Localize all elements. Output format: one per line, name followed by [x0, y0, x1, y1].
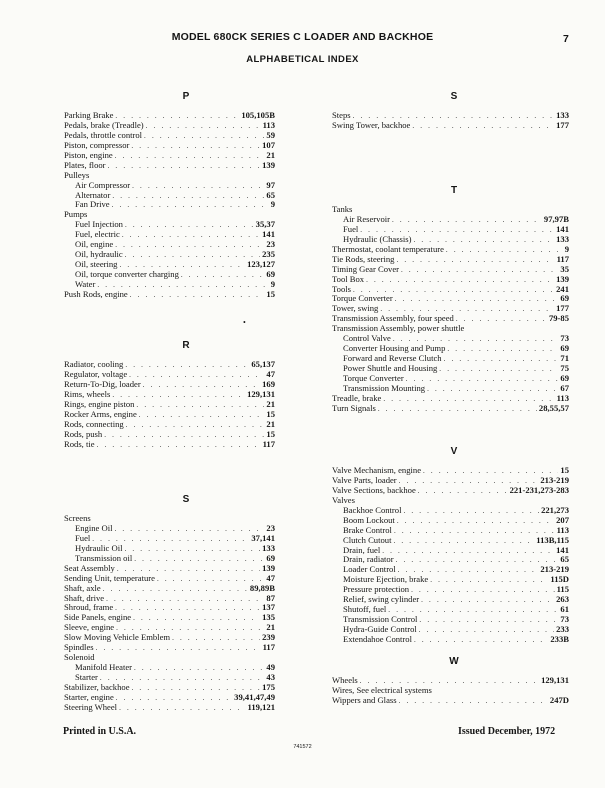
leader-dots: [133, 614, 260, 624]
index-entry: [64, 270, 275, 280]
leader-dots: [382, 547, 554, 557]
entry-page: 59: [266, 129, 275, 140]
entry-label: Plates, floor: [64, 159, 106, 170]
index-entry: [332, 635, 569, 645]
entry-label: Fuel: [343, 223, 359, 234]
entry-label: Timing Gear Cover: [332, 263, 399, 274]
entry-label: Tower, swing: [332, 303, 379, 314]
entry-label: Transmission oil: [75, 552, 133, 563]
entry-label: Starter: [75, 672, 98, 682]
entry-page: 43: [266, 672, 275, 682]
entry-label: Solenoid: [64, 652, 95, 663]
entry-page: 35: [560, 263, 569, 274]
entry-page: 65: [560, 554, 569, 565]
entry-page: 169: [262, 378, 275, 389]
leader-dots: [378, 405, 537, 415]
entry-page: 15: [266, 428, 275, 439]
entry-page: 47: [266, 368, 275, 379]
entry-page: 23: [266, 522, 275, 533]
leader-dots: [411, 586, 554, 596]
stray-mark: •: [243, 318, 246, 327]
entry-page: 133: [262, 542, 275, 553]
entry-label: Power Shuttle and Housing: [343, 363, 438, 373]
index-entry: [332, 121, 569, 131]
entry-label: Air Reservoir: [343, 213, 391, 224]
leader-dots: [447, 345, 558, 355]
entry-label: Piston, engine: [64, 149, 113, 160]
entry-label: Pressure protection: [343, 584, 410, 595]
leader-dots: [103, 585, 248, 595]
index-entry: [64, 643, 275, 653]
entry-page: 177: [556, 119, 569, 130]
entry-page: 97,97B: [543, 213, 569, 224]
entry-label: Water: [75, 278, 96, 289]
entry-label: Fuel: [75, 532, 91, 543]
entry-label: Drain, radiator: [343, 554, 394, 565]
entry-page: 139: [262, 562, 275, 573]
entry-label: Clutch Cutout: [343, 534, 392, 545]
document-code: 741572: [293, 744, 312, 750]
entry-label: Converter Housing and Pump: [343, 343, 446, 354]
entry-page: 69: [266, 269, 275, 279]
leader-dots: [108, 162, 261, 172]
entry-page: 239: [262, 632, 275, 643]
leader-dots: [126, 421, 265, 431]
entry-page: 21: [266, 622, 275, 633]
entry-page: 123,127: [247, 259, 275, 270]
index-entry: [332, 404, 569, 414]
entry-page: 129,131: [541, 675, 569, 685]
entry-label: Pedals, throttle control: [64, 129, 143, 140]
leader-dots: [115, 604, 260, 614]
leader-dots: [395, 295, 559, 305]
entry-page: 69: [560, 293, 569, 304]
index-entry: [64, 290, 275, 300]
entry-page: 23: [266, 239, 275, 250]
entry-label: Spindles: [64, 642, 94, 653]
entry-page: 115: [556, 584, 569, 595]
entry-label: Stabilizer, backhoe: [64, 681, 130, 692]
entry-label: Steering Wheel: [64, 701, 118, 712]
index-section-v: [332, 466, 569, 645]
section-letter-v: V: [450, 446, 458, 457]
leader-dots: [401, 266, 558, 276]
leader-dots: [146, 122, 261, 132]
leader-dots: [393, 537, 534, 547]
entry-page: 21: [266, 398, 275, 409]
entry-page: 28,55,57: [538, 402, 569, 413]
entry-label: Turn Signals: [332, 402, 376, 413]
section-letter-s-left: S: [182, 494, 190, 505]
entry-label: Screens: [64, 513, 91, 523]
leader-dots: [396, 256, 554, 266]
leader-dots: [130, 291, 265, 301]
entry-label: Rings, engine piston: [64, 398, 135, 409]
index-entry: [332, 696, 569, 706]
leader-dots: [399, 697, 548, 707]
leader-dots: [157, 575, 264, 585]
entry-page: 141: [556, 223, 569, 234]
entry-label: Steps: [332, 110, 351, 120]
leader-dots: [96, 644, 261, 654]
entry-page: 71: [560, 353, 569, 364]
index-section-s-left: [64, 514, 275, 713]
entry-label: Drain, fuel: [343, 544, 381, 555]
entry-label: Oil, steering: [75, 259, 118, 270]
entry-page: 233B: [550, 633, 569, 644]
entry-label: Swing Tower, backhoe: [332, 119, 411, 130]
leader-dots: [139, 411, 265, 421]
issued-date: Issued December, 1972: [458, 726, 556, 737]
leader-dots: [427, 385, 558, 395]
entry-page: 15: [560, 465, 569, 475]
entry-page: 89,89B: [249, 582, 275, 593]
leader-dots: [129, 371, 264, 381]
section-letter-t: T: [450, 185, 458, 196]
leader-dots: [392, 216, 542, 226]
entry-page: 113: [556, 392, 569, 403]
entry-label: Pedals, brake (Treadle): [64, 119, 144, 130]
entry-page: 105,105B: [241, 110, 275, 120]
leader-dots: [383, 395, 554, 405]
entry-label: Shaft, axle: [64, 582, 101, 593]
entry-label: Transmission Mounting: [343, 382, 426, 393]
entry-page: 75: [560, 363, 569, 373]
leader-dots: [397, 517, 554, 527]
entry-page: 235: [262, 249, 275, 260]
entry-page: 133: [556, 110, 569, 120]
entry-page: 207: [556, 514, 569, 525]
entry-page: 213-219: [540, 474, 569, 485]
leader-dots: [115, 241, 264, 251]
entry-page: 113: [262, 119, 275, 130]
index-entry: [64, 633, 275, 643]
entry-label: Wippers and Glass: [332, 694, 397, 705]
entry-page: 141: [262, 229, 275, 240]
entry-label: Tools: [332, 283, 351, 294]
entry-label: Fuel Injection: [75, 219, 123, 230]
entry-label: Transmission Assembly, four speed: [332, 313, 454, 324]
leader-dots: [125, 251, 260, 261]
entry-page: 133: [556, 233, 569, 244]
entry-page: 61: [560, 604, 569, 615]
section-letter-s-right: S: [450, 91, 458, 102]
index-entry: [64, 440, 275, 450]
leader-dots: [414, 636, 548, 646]
entry-page: 79-85: [548, 313, 569, 324]
entry-page: 117: [262, 438, 275, 449]
leader-dots: [421, 596, 554, 606]
entry-label: Oil, engine: [75, 239, 114, 250]
entry-page: 247D: [549, 694, 569, 705]
entry-page: 39,41,47,49: [234, 691, 275, 702]
entry-page: 233: [556, 624, 569, 634]
entry-label: Torque Converter: [343, 372, 404, 383]
index-entry: [64, 703, 275, 713]
leader-dots: [430, 576, 548, 586]
entry-page: 129,131: [247, 388, 275, 399]
leader-dots: [132, 182, 264, 192]
entry-label: Return-To-Dig, loader: [64, 378, 141, 389]
entry-label: Transmission Assembly, power shuttle: [332, 323, 465, 334]
entry-page: 73: [560, 614, 569, 625]
leader-dots: [97, 441, 261, 451]
leader-dots: [134, 664, 264, 674]
leader-dots: [456, 315, 547, 325]
entry-label: Starter, engine: [64, 691, 114, 702]
entry-page: 35,37: [255, 219, 275, 230]
entry-label: Pulleys: [64, 169, 90, 180]
index-entry: [332, 536, 569, 546]
entry-label: Parking Brake: [64, 110, 114, 120]
index-entry: [332, 275, 569, 285]
entry-label: Forward and Reverse Clutch: [343, 353, 442, 364]
entry-page: 177: [556, 303, 569, 314]
entry-page: 9: [564, 243, 569, 254]
index-entry: [332, 486, 569, 496]
entry-label: Alternator: [75, 189, 111, 200]
entry-label: Boom Lockout: [343, 514, 395, 525]
entry-label: Piston, compressor: [64, 139, 130, 150]
leader-dots: [125, 221, 254, 231]
entry-label: Rods, connecting: [64, 418, 124, 429]
index-section-p: [64, 111, 275, 300]
leader-dots: [136, 401, 264, 411]
entry-label: Brake Control: [343, 524, 392, 535]
leader-dots: [122, 231, 260, 241]
leader-dots: [444, 355, 559, 365]
entry-page: 139: [556, 273, 569, 284]
entry-page: 21: [266, 418, 275, 429]
leader-dots: [116, 694, 232, 704]
leader-dots: [419, 626, 554, 636]
entry-label: Radiator, cooling: [64, 359, 124, 369]
section-letter-p: P: [182, 91, 190, 102]
entry-label: Seat Assembly: [64, 562, 115, 573]
entry-label: Regulator, voltage: [64, 368, 128, 379]
entry-page: 119,121: [247, 701, 275, 712]
leader-dots: [446, 246, 563, 256]
entry-label: Rocker Arms, engine: [64, 408, 137, 419]
entry-label: Valve Parts, loader: [332, 474, 397, 485]
index-entry: [64, 430, 275, 440]
entry-label: Treadle, brake: [332, 392, 382, 403]
leader-dots: [125, 545, 261, 555]
leader-dots: [419, 616, 558, 626]
leader-dots: [403, 507, 539, 517]
entry-page: 21: [266, 149, 275, 160]
index-entry: [64, 584, 275, 594]
entry-label: Valve Mechanism, engine: [332, 465, 422, 475]
entry-page: 49: [266, 662, 275, 673]
entry-label: Valves: [332, 494, 355, 505]
entry-page: 15: [266, 408, 275, 419]
entry-label: Sending Unit, temperature: [64, 572, 155, 583]
entry-label: Wheels: [332, 675, 358, 685]
entry-label: Loader Control: [343, 564, 396, 575]
entry-label: Control Valve: [343, 333, 391, 344]
entry-page: 47: [266, 572, 275, 583]
entry-label: Push Rods, engine: [64, 288, 128, 299]
index-title: ALPHABETICAL INDEX: [246, 54, 359, 65]
entry-label: Rods, push: [64, 428, 103, 439]
leader-dots: [143, 381, 260, 391]
entry-label: Wires, See electrical systems: [332, 684, 432, 695]
entry-page: 141: [556, 544, 569, 555]
entry-label: Fuel, electric: [75, 229, 120, 240]
entry-page: 115D: [550, 574, 569, 585]
entry-page: 263: [556, 594, 569, 605]
leader-dots: [112, 201, 269, 211]
entry-page: 113B,115: [536, 534, 569, 545]
index-entry: [64, 161, 275, 171]
entry-label: Rims, wheels: [64, 388, 111, 399]
entry-page: 221,273: [541, 504, 569, 515]
index-section-w: [332, 676, 569, 706]
entry-label: Hydra-Guide Control: [343, 624, 417, 634]
entry-page: 37,141: [251, 532, 275, 543]
entry-label: Tool Box: [332, 273, 365, 284]
entry-label: Moisture Ejection, brake: [343, 574, 429, 585]
leader-dots: [181, 271, 265, 281]
section-letter-w: W: [449, 656, 459, 667]
leader-dots: [418, 487, 508, 497]
entry-label: Sleeve, engine: [64, 622, 115, 633]
leader-dots: [406, 375, 559, 385]
entry-page: 139: [262, 159, 275, 170]
entry-label: Side Panels, engine: [64, 612, 132, 623]
leader-dots: [439, 365, 558, 375]
leader-dots: [394, 527, 555, 537]
entry-label: Relief, swing cylinder: [343, 594, 420, 605]
entry-page: 221-231,273-283: [509, 484, 569, 495]
entry-page: 9: [270, 199, 275, 210]
entry-page: 107: [262, 139, 275, 150]
entry-page: 69: [560, 372, 569, 383]
leader-dots: [115, 152, 265, 162]
entry-page: 69: [560, 343, 569, 354]
entry-page: 113: [556, 524, 569, 535]
entry-label: Hydraulic Oil: [75, 542, 123, 553]
entry-label: Air Compressor: [75, 179, 131, 190]
leader-dots: [366, 276, 554, 286]
page-number: 7: [563, 33, 569, 45]
leader-dots: [106, 595, 264, 605]
leader-dots: [423, 467, 558, 477]
section-letter-r: R: [182, 340, 190, 351]
entry-label: Shutoff, fuel: [343, 604, 387, 615]
printed-note: Printed in U.S.A.: [63, 726, 137, 737]
entry-label: Shaft, drive: [64, 592, 105, 603]
entry-label: Pumps: [64, 209, 88, 220]
entry-page: 135: [262, 612, 275, 623]
index-section-s-right: [332, 111, 569, 131]
leader-dots: [131, 142, 260, 152]
entry-page: 15: [266, 288, 275, 299]
leader-dots: [144, 132, 264, 142]
entry-label: Manifold Heater: [75, 662, 133, 673]
entry-label: Shroud, frame: [64, 602, 114, 613]
index-section-r: [64, 360, 275, 449]
entry-label: Oil, hydraulic: [75, 249, 123, 260]
entry-label: Backhoe Control: [343, 504, 402, 515]
leader-dots: [412, 122, 554, 132]
entry-page: 65,137: [251, 359, 275, 369]
entry-label: Oil, torque converter charging: [75, 269, 179, 279]
index-entry: [64, 524, 275, 534]
entry-label: Transmission Control: [343, 614, 418, 625]
index-entry: [64, 200, 275, 210]
entry-page: 65: [266, 189, 275, 200]
leader-dots: [125, 361, 249, 371]
entry-label: Fan Drive: [75, 199, 110, 210]
leader-dots: [112, 192, 264, 202]
entry-page: 69: [266, 552, 275, 563]
entry-label: Tie Rods, steering: [332, 253, 395, 264]
index-entry: [332, 215, 569, 225]
leader-dots: [134, 555, 264, 565]
index-entry: [332, 265, 569, 275]
entry-page: 67: [560, 382, 569, 393]
entry-label: Tanks: [332, 204, 353, 214]
entry-page: 117: [262, 642, 275, 653]
leader-dots: [114, 525, 264, 535]
entry-page: 213-219: [540, 564, 569, 575]
entry-page: 9: [270, 278, 275, 289]
leader-dots: [119, 704, 245, 714]
entry-label: Rods, tie: [64, 438, 95, 449]
leader-dots: [104, 431, 264, 441]
entry-label: Hydraulic (Chassis): [343, 233, 412, 244]
leader-dots: [396, 556, 559, 566]
index-section-t: [332, 205, 569, 414]
entry-label: Torque Converter: [332, 293, 393, 304]
page-title: MODEL 680CK SERIES C LOADER AND BACKHOE: [171, 31, 434, 43]
entry-label: Engine Oil: [75, 522, 113, 533]
entry-page: 175: [262, 681, 275, 692]
entry-page: 241: [556, 283, 569, 294]
leader-dots: [172, 634, 260, 644]
entry-label: Thermostat, coolant temperature: [332, 243, 444, 254]
entry-page: 73: [560, 333, 569, 344]
entry-page: 97: [266, 179, 275, 190]
entry-label: Valve Sections, backhoe: [332, 484, 416, 495]
entry-page: 137: [262, 602, 275, 613]
entry-page: 117: [556, 253, 569, 264]
entry-label: Extendahoe Control: [343, 633, 412, 644]
entry-page: 87: [266, 592, 275, 603]
index-entry: [64, 181, 275, 191]
entry-label: Slow Moving Vehicle Emblem: [64, 632, 171, 643]
